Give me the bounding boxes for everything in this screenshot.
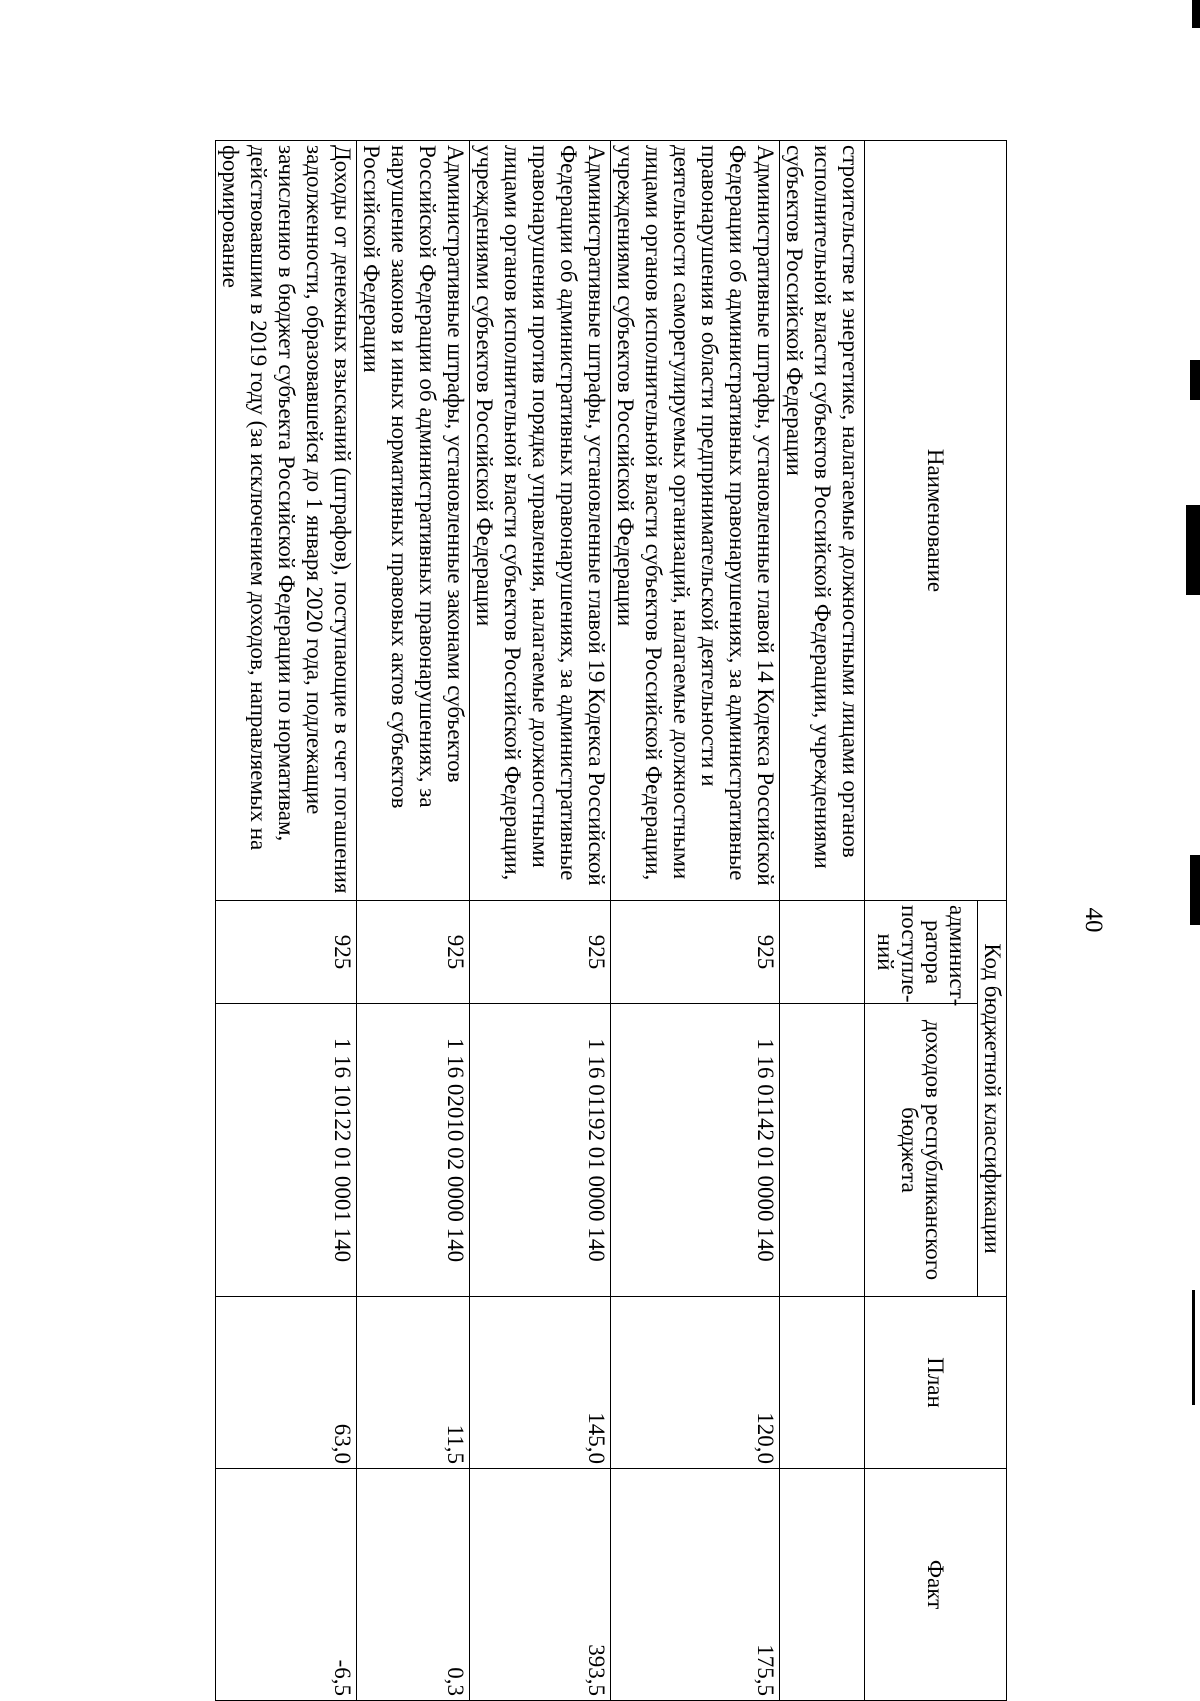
row-plan: 11,5 (357, 1297, 470, 1469)
scan-edge-mark (1186, 505, 1200, 595)
header-code-group: Код бюджетной классификации (978, 901, 1007, 1297)
row-name: Административные штрафы, установленные главой 14 Кодекса Российской Федерации об административных правонарушениях, за административные правонарушения в области предпринимательской деятельности и деятельности саморегулируемых организаций, налагаемые должностными лицами органов исполнительной власти субъектов Российской Федерации, учреждениями субъектов Российской Федерации (611, 141, 780, 901)
header-name: Наименование (865, 141, 1007, 901)
row-fact: 175,5 (611, 1469, 780, 1701)
row-fact (780, 1469, 865, 1701)
header-fact: Факт (865, 1469, 1007, 1701)
row-revenue-code: 1 16 02010 02 0000 140 (357, 1004, 470, 1297)
budget-revenue-table (215, 140, 1007, 1701)
table-row (470, 141, 611, 1701)
row-fact: 0,3 (357, 1469, 470, 1701)
scan-edge-mark (1190, 360, 1200, 400)
row-admin-code: 925 (470, 901, 611, 1004)
header-plan: План (865, 1297, 1007, 1469)
row-admin-code (780, 901, 865, 1004)
row-fact: 393,5 (470, 1469, 611, 1701)
scan-edge-mark (1190, 855, 1200, 925)
table-row (611, 141, 780, 1701)
row-plan: 145,0 (470, 1297, 611, 1469)
page-number: 40 (1080, 907, 1107, 933)
table-row (780, 141, 865, 1701)
row-name: Административные штрафы, установленные законами субъектов Российской Федерации об административных правонарушениях, за нарушение законов и иных нормативных правовых актов субъектов Российской Федерации (357, 141, 470, 901)
scan-edge-mark (1192, 1290, 1195, 1405)
row-fact: -6,5 (216, 1469, 357, 1701)
rotated-page-content (197, 140, 1135, 1700)
row-admin-code: 925 (357, 901, 470, 1004)
header-admin: админист-ратора поступле-ний (865, 901, 978, 1004)
row-revenue-code: 1 16 10122 01 0001 140 (216, 1004, 357, 1297)
row-name: строительстве и энергетике, налагаемые должностными лицами органов исполнительной власти субъектов Российской Федерации, учреждениями субъектов Российской Федерации (780, 141, 865, 901)
scan-edge-mark (1192, 0, 1200, 28)
table-row (216, 141, 357, 1701)
row-revenue-code (780, 1004, 865, 1297)
row-admin-code: 925 (611, 901, 780, 1004)
header-row (978, 141, 1007, 1701)
row-admin-code: 925 (216, 901, 357, 1004)
header-revenue: доходов республиканского бюджета (865, 1004, 978, 1297)
row-plan: 120,0 (611, 1297, 780, 1469)
row-name: Доходы от денежных взысканий (штрафов), поступающие в счет погашения задолженности, образовавшейся до 1 января 2020 года, подлежащие зачислению в бюджет субъекта Российской Федерации по нормативам, действовавшим в 2019 году (за исключением доходов, направляемых на формирование (216, 141, 357, 901)
row-plan: 63,0 (216, 1297, 357, 1469)
row-revenue-code: 1 16 01192 01 0000 140 (470, 1004, 611, 1297)
table-row (357, 141, 470, 1701)
row-revenue-code: 1 16 01142 01 0000 140 (611, 1004, 780, 1297)
row-plan (780, 1297, 865, 1469)
row-name: Административные штрафы, установленные главой 19 Кодекса Российской Федерации об административных правонарушениях, за административные правонарушения против порядка управления, налагаемые должностными лицами органов исполнительной власти субъектов Российской Федерации, учреждениями субъектов Российской Федерации (470, 141, 611, 901)
